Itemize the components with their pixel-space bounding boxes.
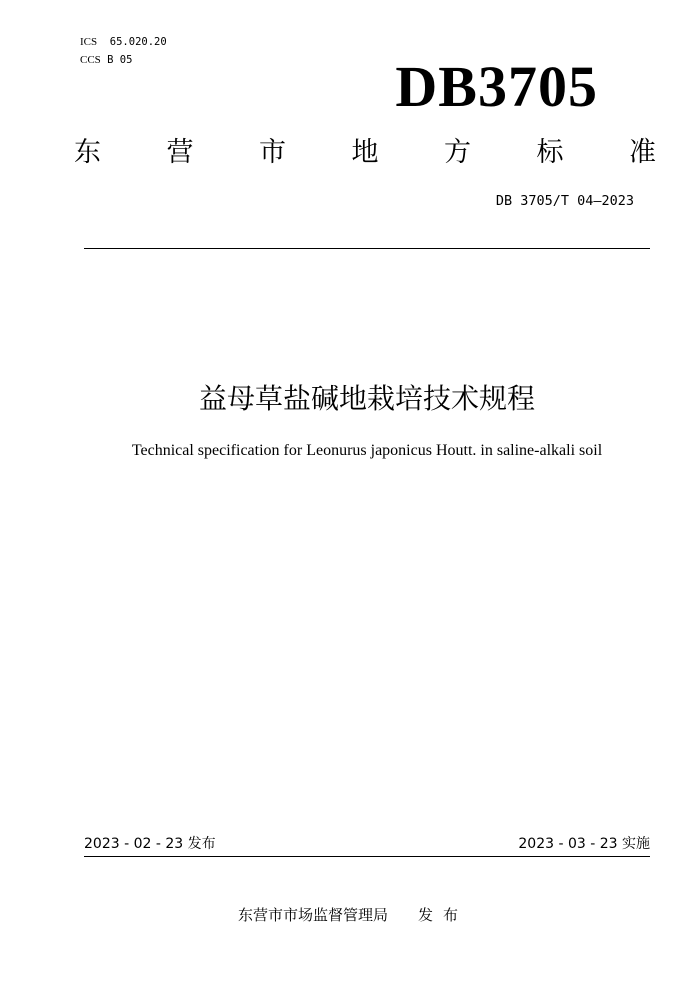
classification-codes bbox=[80, 33, 167, 69]
standard-type bbox=[74, 133, 656, 173]
implement-date: 2023 - 03 - 23 实施 bbox=[518, 836, 650, 852]
publish-date: 2023 - 02 - 23 发布 bbox=[84, 836, 216, 852]
standard-type-char: 标 bbox=[536, 137, 564, 168]
ccs-label: CCS bbox=[80, 54, 101, 66]
ics-row bbox=[80, 33, 167, 51]
ics-label: ICS bbox=[80, 36, 98, 48]
english-title: Technical specification for Leonurus japonicus Houtt. in saline-alkali soil bbox=[131, 442, 603, 459]
standard-type-char: 营 bbox=[166, 137, 194, 168]
issuer-action: 发布 bbox=[418, 906, 469, 924]
standard-type-char: 方 bbox=[444, 137, 471, 168]
standard-type-char: 东 bbox=[74, 137, 101, 168]
standard-number: DB 3705/T 04—2023 bbox=[495, 193, 634, 209]
issuer-line bbox=[238, 904, 468, 926]
chinese-title: 益母草盐碱地栽培技术规程 bbox=[198, 382, 535, 415]
standard-type-char: 准 bbox=[629, 137, 656, 168]
standard-code: DB3705 bbox=[395, 54, 598, 119]
standard-type-char: 市 bbox=[259, 137, 286, 168]
ccs-value: B 05 bbox=[107, 54, 133, 66]
ccs-row bbox=[80, 51, 167, 69]
ics-value: 65.020.20 bbox=[109, 36, 167, 48]
issuer-organization: 东营市市场监督管理局 bbox=[238, 906, 389, 924]
standard-type-char: 地 bbox=[351, 137, 379, 168]
footer-divider bbox=[84, 856, 650, 857]
header-divider bbox=[84, 248, 650, 249]
